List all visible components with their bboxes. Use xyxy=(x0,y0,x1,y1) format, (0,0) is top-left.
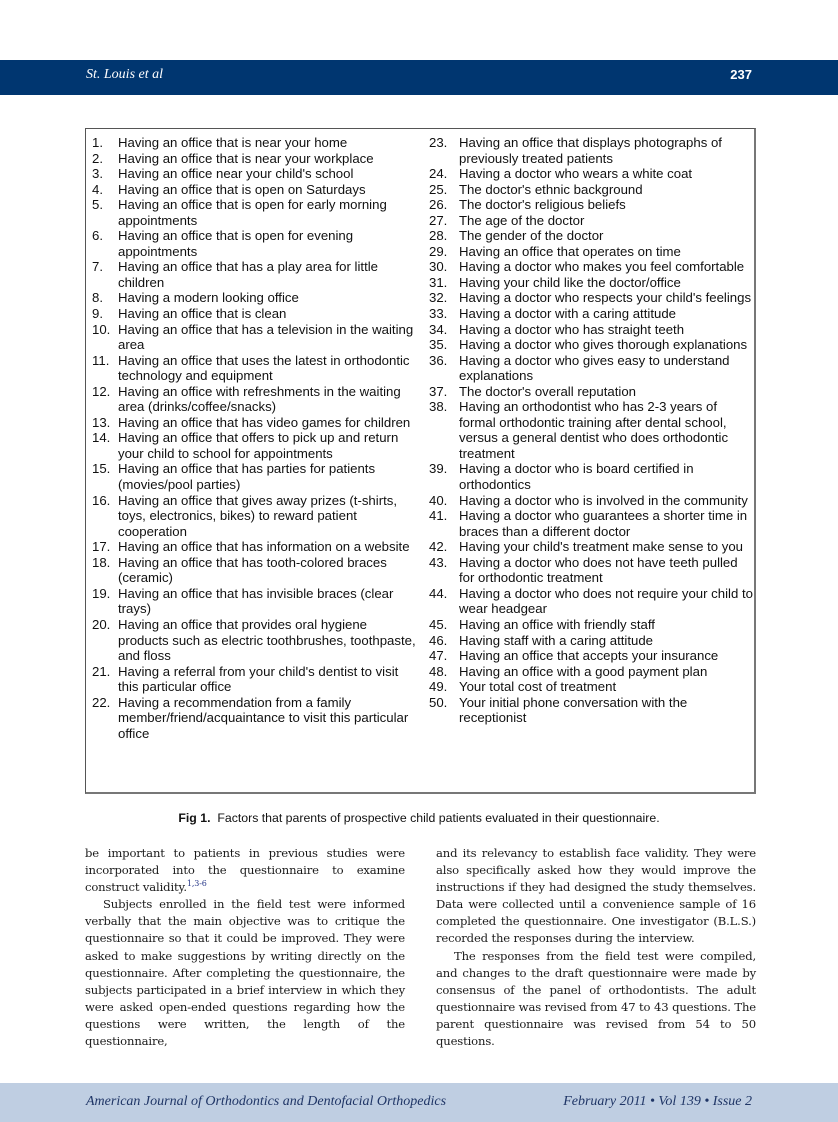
item-text: Having an office that accepts your insurance xyxy=(459,648,719,664)
item-number: 45. xyxy=(429,616,448,632)
item-number: 11. xyxy=(92,352,110,368)
item-text: The doctor's ethnic background xyxy=(459,181,643,197)
item-text: Having an office that uses the latest in orthodontic technology and equipment xyxy=(118,352,410,384)
item-text: Having an office that gives away prizes (t-shirts, toys, electronics, bikes) to reward patient cooperation xyxy=(118,492,398,539)
item-text: Having a doctor who gives thorough explanations xyxy=(459,337,748,353)
list-item xyxy=(92,290,417,306)
item-number: 17. xyxy=(92,539,111,555)
body-column-right xyxy=(436,845,756,1050)
item-text: Having a doctor who does not have teeth pulled for orthodontic treatment xyxy=(459,554,738,586)
item-number: 7. xyxy=(92,259,103,275)
list-item xyxy=(92,430,417,461)
item-number: 41. xyxy=(429,508,448,524)
list-item xyxy=(92,135,417,151)
item-number: 36. xyxy=(429,352,448,368)
list-item xyxy=(429,695,755,726)
list-item xyxy=(429,166,755,182)
item-number: 28. xyxy=(429,228,448,244)
item-number: 20. xyxy=(92,616,111,632)
item-text: Having an office that has a television in the waiting area xyxy=(118,321,414,353)
item-text: Your total cost of treatment xyxy=(459,679,617,695)
body-text: be important to patients in previous studies were incorporated into the questionnaire to examine construct validity. xyxy=(85,846,405,895)
item-number: 21. xyxy=(92,663,111,679)
list-item xyxy=(429,648,755,664)
item-text: Having your child's treatment make sense to you xyxy=(459,539,743,555)
item-number: 6. xyxy=(92,228,103,244)
item-number: 39. xyxy=(429,461,448,477)
list-item xyxy=(429,244,755,260)
item-text: Having an office that displays photographs of previously treated patients xyxy=(459,135,722,166)
list-item xyxy=(429,337,755,353)
item-number: 46. xyxy=(429,632,448,648)
item-text: Having an office that operates on time xyxy=(459,243,681,259)
item-number: 22. xyxy=(92,694,111,710)
item-text: Having an office that has tooth-colored braces (ceramic) xyxy=(118,554,387,586)
item-number: 32. xyxy=(429,290,448,306)
list-item xyxy=(429,322,755,338)
item-text: Having an office that is near your workplace xyxy=(118,150,374,166)
item-text: Having staff with a caring attitude xyxy=(459,632,654,648)
caption-text: Factors that parents of prospective child patients evaluated in their questionnaire. xyxy=(217,811,660,825)
item-number: 37. xyxy=(429,383,448,399)
item-number: 31. xyxy=(429,274,448,290)
item-text: Having a doctor who is board certified in orthodontics xyxy=(459,461,694,493)
list-item xyxy=(429,461,755,492)
citation-link[interactable]: 1,3-6 xyxy=(186,879,207,889)
list-item xyxy=(92,182,417,198)
list-item xyxy=(429,586,755,617)
item-text: Having an office near your child's school xyxy=(118,166,354,182)
list-item xyxy=(429,399,755,461)
item-number: 35. xyxy=(429,337,448,353)
list-item xyxy=(92,415,417,431)
item-number: 23. xyxy=(429,135,448,150)
list-item xyxy=(429,633,755,649)
item-number: 44. xyxy=(429,585,448,601)
body-paragraph: Subjects enrolled in the field test were informed verbally that the main objective was to critique the questionnaire so that it could be improved. They were asked to make suggestions by writing directly on the questionnaire. After completing the questionnaire, the subjects participated in a brief interview in which they were asked open-ended questions regarding how the questions were written, the length of the questionnaire, xyxy=(85,897,405,1049)
item-text: Having a doctor who wears a white coat xyxy=(459,166,693,182)
item-text: Having an office that has parties for patients (movies/pool parties) xyxy=(118,461,376,493)
list-item xyxy=(429,679,755,695)
list-item xyxy=(429,135,755,166)
item-text: Having an office that has video games for children xyxy=(118,414,411,430)
item-number: 50. xyxy=(429,694,448,710)
item-number: 24. xyxy=(429,166,448,182)
body-paragraph: and its relevancy to establish face validity. They were also specifically asked how they would improve the instructions if they had designed the study themselves. Data were collected until a convenience sample of 16 completed the questionnaire. One investigator (B.L.S.) recorded the responses during the interview. xyxy=(436,846,756,946)
item-text: Having an office that is open for evening appointments xyxy=(118,228,354,259)
item-text: Having an office with refreshments in the waiting area (drinks/coffee/snacks) xyxy=(118,383,401,415)
item-number: 14. xyxy=(92,430,111,446)
item-text: Having a recommendation from a family member/friend/acquaintance to visit this particular office xyxy=(118,694,409,741)
list-item xyxy=(429,259,755,275)
item-number: 30. xyxy=(429,259,448,275)
item-text: The gender of the doctor xyxy=(459,228,604,244)
list-item xyxy=(92,306,417,322)
item-number: 9. xyxy=(92,306,103,322)
item-number: 29. xyxy=(429,243,448,259)
item-number: 40. xyxy=(429,492,448,508)
list-item xyxy=(92,493,417,540)
item-text: Having an office with friendly staff xyxy=(459,616,655,632)
item-number: 43. xyxy=(429,554,448,570)
list-item xyxy=(429,539,755,555)
list-item xyxy=(92,461,417,492)
list-item xyxy=(92,617,417,664)
item-text: Having an office with a good payment plan xyxy=(459,663,708,679)
item-text: Having an office that is open on Saturdays xyxy=(118,181,366,197)
list-item xyxy=(92,539,417,555)
item-number: 42. xyxy=(429,539,448,555)
list-item xyxy=(92,353,417,384)
item-text: Having a modern looking office xyxy=(118,290,299,306)
item-text: Having a doctor who gives easy to understand explanations xyxy=(459,352,730,384)
item-number: 13. xyxy=(92,414,111,430)
item-number: 12. xyxy=(92,383,111,399)
item-text: Having a doctor who is involved in the community xyxy=(459,492,748,508)
header-author: St. Louis et al xyxy=(86,67,164,82)
issue-info: February 2011 • Vol 139 • Issue 2 xyxy=(563,1094,752,1109)
item-text: Having an office that is open for early morning appointments xyxy=(118,197,387,228)
list-item xyxy=(92,555,417,586)
item-number: 34. xyxy=(429,321,448,337)
item-number: 15. xyxy=(92,461,111,477)
item-text: Having an office that offers to pick up and return your child to school for appointments xyxy=(118,430,399,461)
list-item xyxy=(92,586,417,617)
item-number: 47. xyxy=(429,648,448,664)
list-item xyxy=(429,353,755,384)
item-number: 10. xyxy=(92,321,111,337)
list-item xyxy=(429,290,755,306)
item-number: 18. xyxy=(92,554,111,570)
list-item xyxy=(92,695,417,742)
item-text: Having an office that has information on a website xyxy=(118,539,410,555)
item-text: Having a doctor who has straight teeth xyxy=(459,321,685,337)
figure-caption xyxy=(0,811,838,825)
item-text: Having your child like the doctor/office xyxy=(459,274,681,290)
item-text: The doctor's overall reputation xyxy=(459,383,636,399)
journal-name: American Journal of Orthodontics and Dentofacial Orthopedics xyxy=(86,1094,447,1109)
list-item xyxy=(429,306,755,322)
item-text: Your initial phone conversation with the receptionist xyxy=(459,694,688,726)
body-column-left xyxy=(85,845,405,1050)
list-item xyxy=(92,259,417,290)
list-item xyxy=(92,664,417,695)
item-number: 33. xyxy=(429,306,448,322)
item-text: Having a doctor who respects your child's feelings xyxy=(459,290,752,306)
item-text: Having an office that is near your home xyxy=(118,135,348,150)
list-item xyxy=(92,197,417,228)
figure-1-box xyxy=(85,128,756,794)
item-text: Having an office that is clean xyxy=(118,306,287,322)
item-number: 19. xyxy=(92,585,111,601)
item-number: 2. xyxy=(92,150,103,166)
item-text: Having a doctor who makes you feel comfortable xyxy=(459,259,745,275)
item-number: 48. xyxy=(429,663,448,679)
running-header xyxy=(0,60,838,95)
figure-list-left xyxy=(92,135,417,741)
item-text: Having an office that has invisible braces (clear trays) xyxy=(118,585,394,617)
list-item xyxy=(92,151,417,167)
list-item xyxy=(429,508,755,539)
item-text: Having an office that has a play area for little children xyxy=(118,259,378,290)
list-item xyxy=(429,228,755,244)
item-number: 27. xyxy=(429,212,448,228)
item-number: 4. xyxy=(92,181,103,197)
list-item xyxy=(429,275,755,291)
item-number: 16. xyxy=(92,492,111,508)
item-text: Having a referral from your child's dentist to visit this particular office xyxy=(118,663,399,695)
item-number: 1. xyxy=(92,135,103,150)
list-item xyxy=(429,213,755,229)
item-text: The age of the doctor xyxy=(459,212,585,228)
list-item xyxy=(429,664,755,680)
list-item xyxy=(429,617,755,633)
page-number: 237 xyxy=(730,67,752,82)
item-text: Having an orthodontist who has 2-3 years of formal orthodontic training after dental school, versus a general dentist who does orthodontic treatment xyxy=(459,399,729,461)
list-item xyxy=(429,555,755,586)
list-item xyxy=(92,166,417,182)
caption-label: Fig 1. xyxy=(178,811,211,825)
list-item xyxy=(429,197,755,213)
item-number: 8. xyxy=(92,290,103,306)
body-paragraph xyxy=(85,845,405,896)
item-number: 3. xyxy=(92,166,103,182)
figure-list-right xyxy=(429,135,755,726)
list-item xyxy=(429,384,755,400)
item-number: 5. xyxy=(92,197,103,213)
item-text: Having a doctor who guarantees a shorter time in braces than a different doctor xyxy=(459,508,748,539)
item-number: 38. xyxy=(429,399,448,415)
item-text: Having a doctor with a caring attitude xyxy=(459,306,676,322)
list-item xyxy=(429,493,755,509)
body-paragraph: The responses from the field test were compiled, and changes to the draft questionnaire were made by consensus of the panel of orthodontists. The adult questionnaire was revised from 47 to 43 questions. The parent questionnaire was revised from 54 to 50 questions. xyxy=(436,948,756,1049)
item-text: Having a doctor who does not require your child to wear headgear xyxy=(459,585,753,617)
item-number: 26. xyxy=(429,197,448,213)
running-footer xyxy=(0,1083,838,1122)
item-text: The doctor's religious beliefs xyxy=(459,197,626,213)
list-item xyxy=(92,384,417,415)
item-number: 49. xyxy=(429,679,448,695)
item-number: 25. xyxy=(429,181,448,197)
item-text: Having an office that provides oral hygiene products such as electric toothbrushes, toothpaste, and floss xyxy=(118,616,416,664)
list-item xyxy=(92,322,417,353)
list-item xyxy=(92,228,417,259)
list-item xyxy=(429,182,755,198)
